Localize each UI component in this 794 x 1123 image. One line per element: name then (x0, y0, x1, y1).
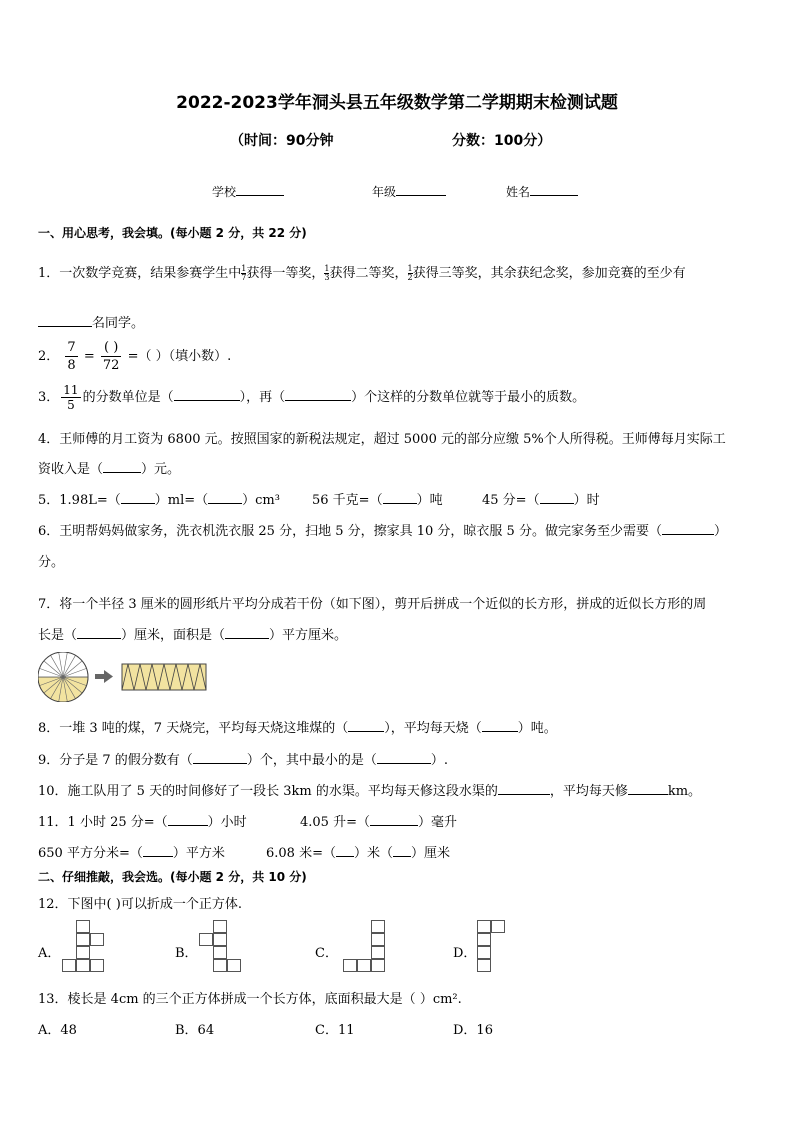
arrow-right-icon (95, 670, 113, 683)
q5-text-a: 5．1.98L=（ (38, 493, 121, 508)
q12-option-a-label[interactable]: A． (38, 946, 61, 961)
q5-text-e: ）吨 (416, 493, 443, 508)
q7-text-1: 长是（ (38, 628, 78, 643)
q1-text-2: 获得二等奖， (329, 266, 408, 281)
name-label: 姓名 (506, 185, 531, 199)
q2-rest: =（ ）（填小数）. (127, 349, 232, 364)
q7-blank-2[interactable] (225, 638, 269, 639)
section-2-heading: 二、仔细推敲，我会选。(每小题 2 分，共 10 分) (38, 870, 307, 884)
exam-score: 分数：100分） (452, 133, 552, 149)
q11-blank-3[interactable] (143, 856, 173, 857)
q3-text-3: ）个这样的分数单位就等于最小的质数。 (351, 390, 586, 405)
school-field (212, 183, 284, 200)
q8-text-1: 8．一堆 3 吨的煤，7 天烧完，平均每天烧这堆煤的（ (38, 721, 349, 736)
q3-fraction: $\frac{11}{5}$ (63, 383, 79, 412)
q2-prefix: 2． (38, 349, 60, 364)
name-field (506, 183, 578, 200)
question-11-part-1 (38, 811, 247, 830)
q5-text-c: ）cm³ (242, 493, 280, 508)
q2-fraction-2[interactable]: $\frac{( )}{72}$ (102, 340, 120, 373)
q11-text-d: ）毫升 (417, 815, 457, 830)
q11-blank-4[interactable] (336, 856, 354, 857)
grade-label: 年级 (372, 185, 397, 199)
section-1-heading: 一、用心思考，我会填。(每小题 2 分，共 22 分) (38, 226, 307, 240)
q11-text-c: 4.05 升=（ (300, 815, 370, 830)
approx-rectangle-icon (122, 664, 206, 690)
q9-blank-2[interactable] (377, 763, 431, 764)
q12-option-a-net[interactable] (62, 920, 108, 978)
q3-text-1: 的分数单位是（ (82, 390, 174, 405)
q5-text-d: 56 千克=（ (312, 493, 383, 508)
q9-text-1: 9．分子是 7 的假分数有（ (38, 753, 193, 768)
q5-blank-2[interactable] (208, 503, 242, 504)
question-9 (38, 749, 448, 768)
sectored-circle-icon (38, 652, 88, 702)
q1-text-1: 获得一等奖， (246, 266, 325, 281)
q1-prefix: 1．一次数学竞赛，结果参赛学生中 (38, 266, 242, 281)
q6-blank[interactable] (662, 534, 714, 535)
q10-text-3: km。 (667, 784, 702, 799)
q4-text-2: ）元。 (141, 462, 181, 477)
page-title: 2022-2023学年洞头县五年级数学第二学期期末检测试题 (176, 93, 618, 113)
name-blank[interactable] (530, 195, 578, 196)
q7-text-3: ）平方厘米。 (269, 628, 348, 643)
q1-answer-blank[interactable] (38, 326, 92, 327)
q3-blank-1[interactable] (174, 400, 240, 401)
q10-text-2: ，平均每天修 (549, 784, 628, 799)
q5-blank-3[interactable] (383, 503, 417, 504)
q1-fraction-1: $\frac{1}{7}$ (241, 264, 247, 282)
q11-text-f: ）平方米 (172, 846, 225, 861)
q13-option-c[interactable]: C．11 (315, 1023, 355, 1038)
q12-option-c-label[interactable]: C． (315, 946, 338, 961)
q8-blank-1[interactable] (348, 731, 384, 732)
question-4-line-1: 4．王师傅的月工资为 6800 元。按照国家的新税法规定，超过 5000 元的部分应缴 5%个人所得税。王师傅每月实际工 (38, 432, 726, 447)
q3-prefix: 3． (38, 390, 60, 405)
q11-text-i: ）厘米 (411, 846, 451, 861)
q11-blank-1[interactable] (168, 825, 208, 826)
question-10 (38, 780, 701, 799)
question-12: 12．下图中( )可以折成一个正方体. (38, 897, 242, 912)
q9-blank-1[interactable] (193, 763, 247, 764)
q11-blank-2[interactable] (370, 825, 418, 826)
q1-text-3: 获得三等奖，其余获纪念奖，参加竞赛的至少有 (412, 266, 686, 281)
q5-text-f: 45 分=（ (482, 493, 540, 508)
school-label: 学校 (212, 185, 237, 199)
question-11-part-3 (38, 842, 225, 861)
question-5-part-3 (482, 489, 600, 508)
question-4-line-2 (38, 458, 180, 477)
question-7-line-1: 7．将一个半径 3 厘米的圆形纸片平均分成若干份（如下图），剪开后拼成一个近似的长方形，拼成的近似长方形的周 (38, 597, 707, 612)
question-8 (38, 717, 557, 736)
q5-text-g: ）时 (573, 493, 600, 508)
q9-text-3: ）. (430, 753, 448, 768)
question-6-line-2: 分。 (38, 555, 65, 570)
exam-time: （时间：90分钟 (230, 133, 334, 149)
q11-text-g: 6.08 米=（ (266, 846, 336, 861)
q11-blank-5[interactable] (393, 856, 411, 857)
q2-equals: = (83, 349, 95, 364)
q1-fraction-3: $\frac{1}{2}$ (407, 264, 413, 282)
q10-text-1: 10．施工队用了 5 天的时间修好了一段长 3km 的水渠。平均每天修这段水渠的 (38, 784, 498, 799)
circle-to-rectangle-figure (38, 652, 218, 702)
q11-text-b: ）小时 (207, 815, 247, 830)
q5-blank-1[interactable] (121, 503, 155, 504)
question-13: 13．棱长是 4cm 的三个正方体拼成一个长方体，底面积最大是（ ）cm². (38, 992, 462, 1007)
q9-text-2: ）个，其中最小的是（ (246, 753, 377, 768)
q5-text-b: ）ml=（ (154, 493, 209, 508)
q13-option-d[interactable]: D．16 (453, 1023, 493, 1038)
q10-blank-2[interactable] (628, 794, 668, 795)
question-5 (38, 489, 280, 508)
question-5-part-2 (312, 489, 443, 508)
q11-text-a: 11．1 小时 25 分=（ (38, 815, 168, 830)
q10-blank-1[interactable] (498, 794, 550, 795)
school-blank[interactable] (236, 195, 284, 196)
question-1-line-2 (38, 312, 144, 331)
question-3 (38, 383, 585, 412)
q5-blank-4[interactable] (540, 503, 574, 504)
question-7-line-2 (38, 624, 347, 643)
q12-option-b-net[interactable] (199, 920, 245, 978)
q8-text-3: ）吨。 (517, 721, 557, 736)
grade-blank[interactable] (396, 195, 446, 196)
q7-text-2: ）厘米，面积是（ (121, 628, 226, 643)
q11-text-e: 650 平方分米=（ (38, 846, 143, 861)
question-2 (38, 339, 231, 374)
q8-text-2: ），平均每天烧（ (384, 721, 482, 736)
question-11-part-4 (266, 842, 450, 861)
q11-text-h: ）米（ (353, 846, 393, 861)
q3-blank-2[interactable] (285, 400, 351, 401)
q3-text-2: ），再（ (239, 390, 286, 405)
q13-option-b[interactable]: B．64 (175, 1023, 215, 1038)
q12-option-b-label[interactable]: B． (175, 946, 198, 961)
q1-line2-text: 名同学。 (92, 316, 145, 331)
q12-option-c-net[interactable] (343, 920, 389, 978)
question-1 (38, 262, 686, 282)
question-6-line-1 (38, 520, 727, 539)
q12-option-d-net[interactable] (477, 920, 523, 978)
q2-fraction-1: $\frac{7}{8}$ (67, 340, 76, 373)
grade-field (372, 183, 446, 200)
q7-blank-1[interactable] (77, 638, 121, 639)
q6-text-1: 6．王明帮妈妈做家务，洗衣机洗衣服 25 分，扫地 5 分，擦家具 10 分，晾衣服 5 分。做完家务至少需要（ (38, 524, 662, 539)
q4-text-1: 资收入是（ (38, 462, 104, 477)
q6-text-2: ） (713, 524, 727, 539)
question-11-part-2 (300, 811, 457, 830)
q8-blank-2[interactable] (482, 731, 518, 732)
q12-option-d-label[interactable]: D． (453, 946, 477, 961)
q4-blank[interactable] (103, 472, 141, 473)
q1-fraction-2: $\frac{1}{3}$ (324, 264, 330, 282)
q13-option-a[interactable]: A．48 (38, 1023, 77, 1038)
